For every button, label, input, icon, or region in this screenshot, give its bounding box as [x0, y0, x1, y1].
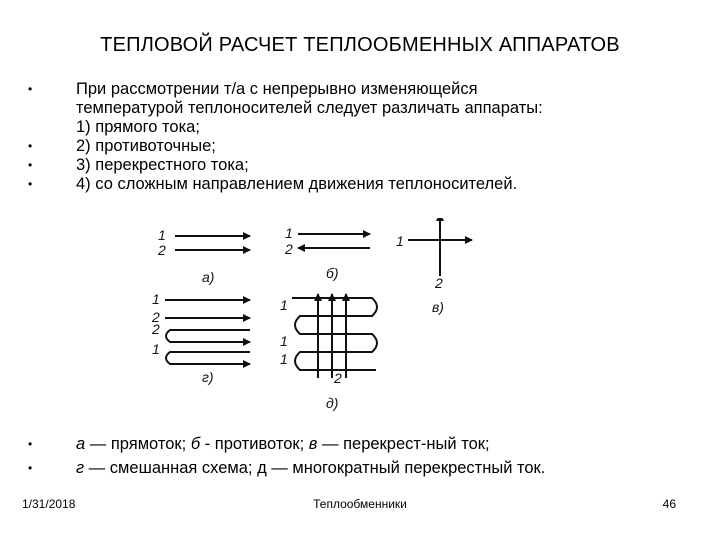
bullet-marker: • — [28, 461, 33, 475]
stream-number: 1 — [280, 333, 288, 349]
intro-line-2: температурой теплоносителей следует различать аппараты: — [76, 99, 543, 117]
bullet-marker: • — [28, 82, 33, 96]
caption-line-2 — [28, 456, 708, 480]
stream-number: 1 — [285, 225, 293, 241]
stream-number: 2 — [152, 321, 160, 337]
scheme-a-parallel — [175, 236, 250, 250]
caption-text: — смешанная схема; д — многократный перекрестный ток. — [84, 459, 546, 477]
scheme-b-counterflow — [298, 234, 370, 248]
caption-text: - противоток; — [200, 435, 309, 453]
scheme-label-a: а) — [202, 269, 215, 285]
scheme-label-g: г) — [202, 369, 214, 385]
caption-text: — перекрест-ный ток; — [317, 435, 490, 453]
scheme-label-b: б) — [326, 265, 339, 281]
bullet-item — [28, 175, 688, 194]
stream-number: 2 — [152, 309, 160, 325]
bullet-item — [28, 137, 688, 156]
bullet-list — [28, 80, 688, 194]
slide-title: ТЕПЛОВОЙ РАСЧЕТ ТЕПЛООБМЕННЫХ АППАРАТОВ — [100, 34, 620, 56]
stream-number: 2 — [158, 242, 166, 258]
bullet-marker: • — [28, 158, 33, 172]
bullet-marker: • — [28, 437, 33, 451]
stream-number: 1 — [152, 291, 160, 307]
footer-date: 1/31/2018 — [22, 497, 76, 511]
stream-number: 2 — [285, 241, 293, 257]
stream-number: 1 — [280, 297, 288, 313]
stream-number: 2 — [334, 370, 342, 386]
bullet-text: 2) противоточные; — [76, 137, 216, 155]
stream-number: 1 — [280, 351, 288, 367]
stream-number: 1 — [396, 233, 404, 249]
scheme-v-crossflow — [408, 218, 472, 276]
bullet-text: 3) перекрестного тока; — [76, 156, 249, 174]
flow-schemes-diagram — [150, 218, 490, 418]
caption-letter: б — [190, 435, 201, 453]
stream-number: 2 — [435, 275, 443, 291]
bullet-text: 4) со сложным направлением движения теплоносителей. — [76, 175, 518, 193]
footer-page-number: 46 — [662, 497, 676, 511]
bullet-item — [28, 156, 688, 175]
intro-line-1: При рассмотрении т/а с непрерывно изменяющейся — [76, 80, 478, 98]
scheme-g-mixed — [165, 300, 250, 364]
bullet-marker: • — [28, 177, 33, 191]
stream-number: 1 — [158, 227, 166, 243]
caption-line-1 — [28, 432, 708, 456]
caption-text: — прямоток; — [85, 435, 191, 453]
scheme-d-multipass — [292, 294, 377, 378]
scheme-label-d: д) — [326, 395, 339, 411]
footer-title: Теплообменники — [313, 497, 407, 511]
caption-list — [28, 432, 708, 480]
caption-letter: в — [308, 435, 318, 453]
intro-line-3: 1) прямого тока; — [76, 118, 200, 136]
bullet-marker: • — [28, 139, 33, 153]
bullet-intro — [28, 80, 688, 137]
stream-number: 1 — [152, 341, 160, 357]
caption-letter: г — [76, 459, 85, 477]
caption-letter: а — [76, 435, 86, 453]
scheme-label-v: в) — [432, 299, 444, 315]
